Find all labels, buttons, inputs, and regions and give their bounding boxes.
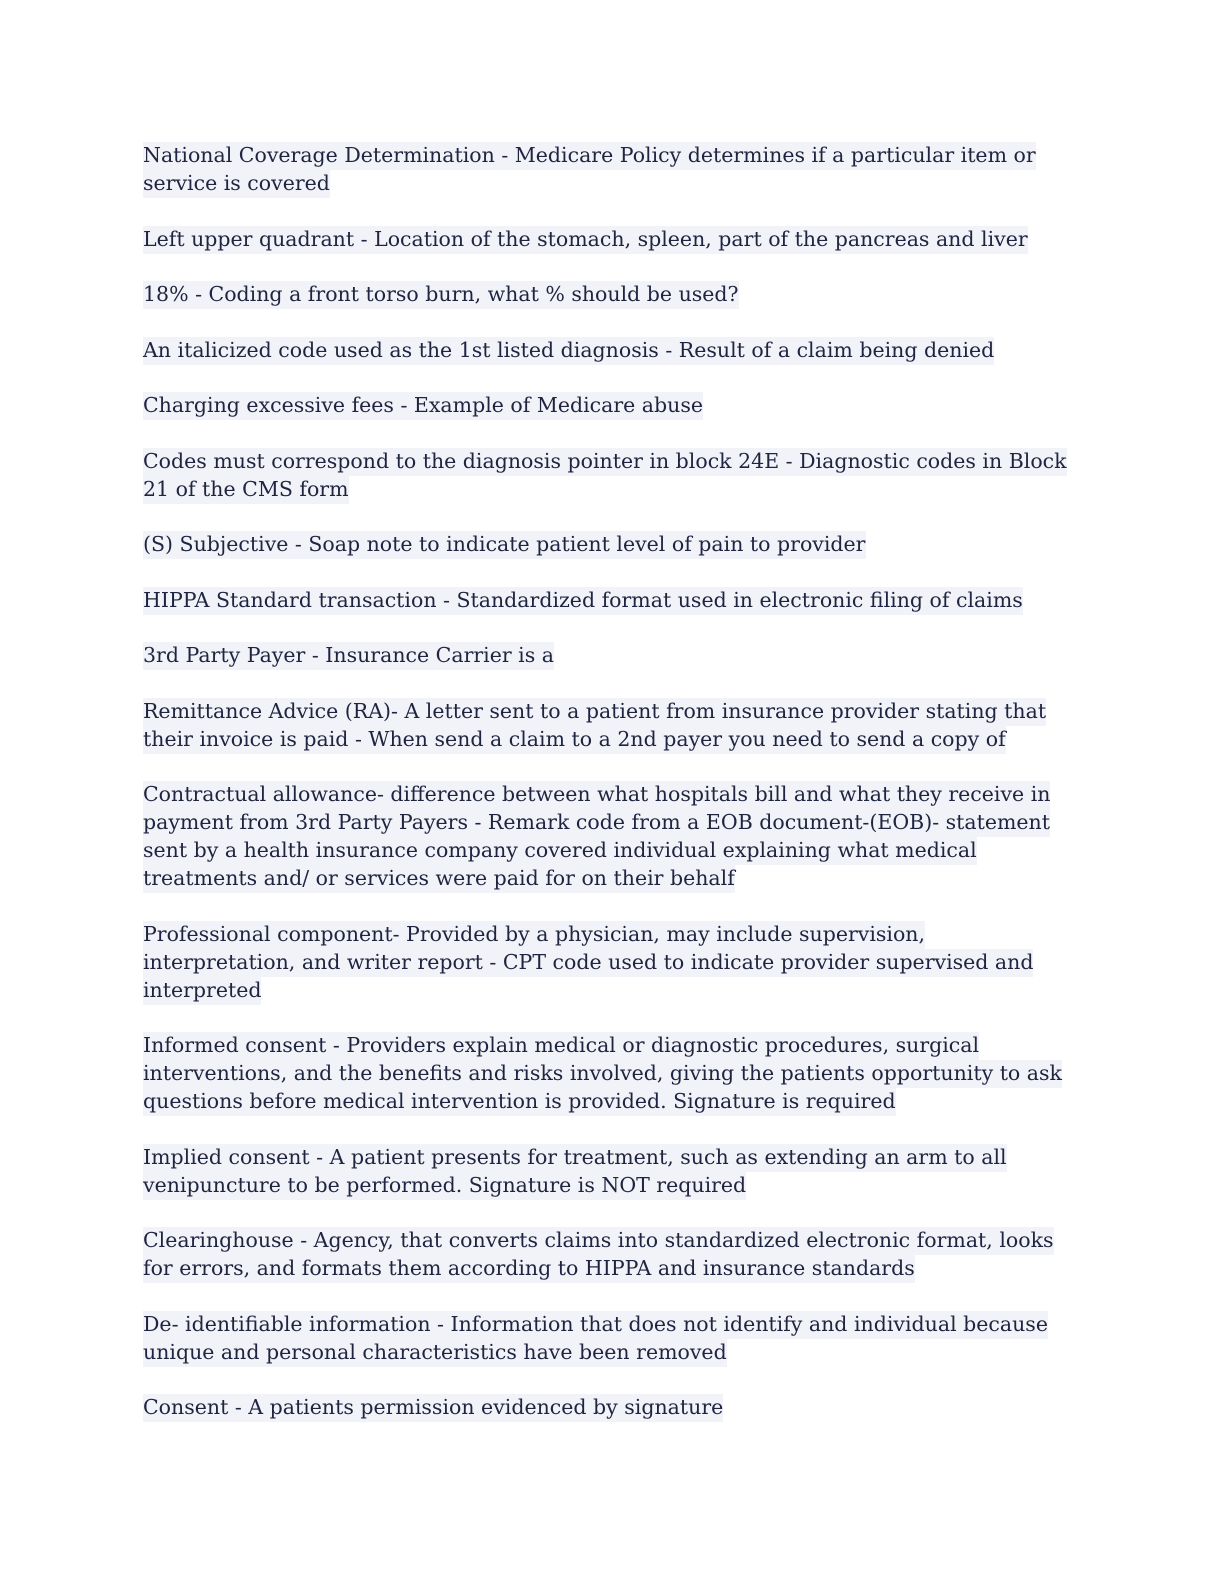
entry-text: Consent - A patients permission evidenced by signature [143, 1394, 723, 1422]
entry-consent [143, 1393, 1078, 1421]
entry-text: Remittance Advice (RA)- A letter sent to a patient from insurance provider stating that their invoice is paid - When send a claim to a 2nd payer you need to send a copy of [143, 698, 1046, 754]
entry-text: 3rd Party Payer - Insurance Carrier is a [143, 642, 554, 670]
entry-text: Charging excessive fees - Example of Medicare abuse [143, 392, 703, 420]
entry-text: Informed consent - Providers explain medical or diagnostic procedures, surgical interventions, and the benefits and risks involved, giving the patients opportunity to ask questions before medical intervention is provided. Signature is required [143, 1032, 1062, 1116]
entry-hippa-standard-transaction [143, 586, 1078, 614]
entry-text: An italicized code used as the 1st listed diagnosis - Result of a claim being denied [143, 337, 994, 365]
entry-informed-consent [143, 1031, 1078, 1115]
entry-implied-consent [143, 1143, 1078, 1199]
entry-torso-burn [143, 280, 1078, 308]
entry-text: Contractual allowance- difference between what hospitals bill and what they receive in payment from 3rd Party Payers - Remark code from a EOB document-(EOB)- statement sent by a health insurance company covered individual explaining what medical treatments and/ or services were paid for on their behalf [143, 781, 1050, 893]
entry-text: HIPPA Standard transaction - Standardized format used in electronic filing of claims [143, 587, 1023, 615]
entry-excessive-fees [143, 391, 1078, 419]
entry-left-upper-quadrant [143, 225, 1078, 253]
entry-text: (S) Subjective - Soap note to indicate patient level of pain to provider [143, 531, 866, 559]
entry-text: Clearinghouse - Agency, that converts claims into standardized electronic format, looks for errors, and formats them according to HIPPA and insurance standards [143, 1227, 1054, 1283]
document-body [143, 141, 1078, 1449]
entry-remittance-advice [143, 697, 1078, 753]
entry-text: Left upper quadrant - Location of the stomach, spleen, part of the pancreas and liver [143, 226, 1028, 254]
entry-text: Implied consent - A patient presents for treatment, such as extending an arm to all venipuncture to be performed. Signature is NOT required [143, 1144, 1007, 1200]
entry-text: De- identifiable information - Information that does not identify and individual because unique and personal characteristics have been removed [143, 1311, 1048, 1367]
entry-clearinghouse [143, 1226, 1078, 1282]
entry-text: National Coverage Determination - Medicare Policy determines if a particular item or service is covered [143, 142, 1036, 198]
entry-contractual-allowance [143, 780, 1078, 892]
entry-de-identifiable-information [143, 1310, 1078, 1366]
entry-professional-component [143, 920, 1078, 1004]
entry-italicized-code [143, 336, 1078, 364]
entry-text: 18% - Coding a front torso burn, what % should be used? [143, 281, 739, 309]
entry-subjective [143, 530, 1078, 558]
entry-text: Codes must correspond to the diagnosis pointer in block 24E - Diagnostic codes in Block 21 of the CMS form [143, 448, 1067, 504]
entry-third-party-payer [143, 641, 1078, 669]
entry-national-coverage-determination [143, 141, 1078, 197]
entry-text: Professional component- Provided by a physician, may include supervision, interpretation, and writer report - CPT code used to indicate provider supervised and interpreted [143, 921, 1033, 1005]
entry-diagnosis-pointer [143, 447, 1078, 503]
